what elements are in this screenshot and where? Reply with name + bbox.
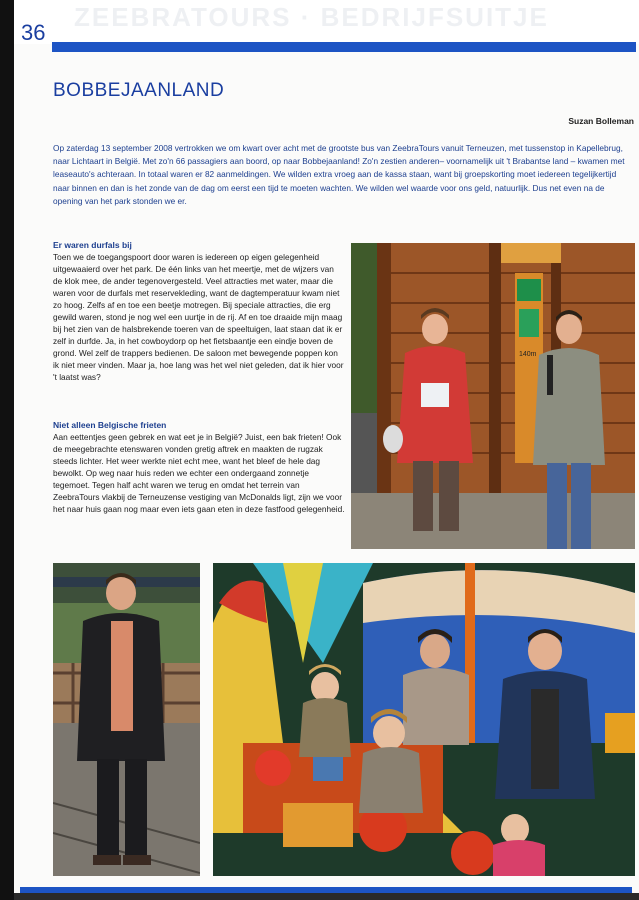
article-section — [53, 239, 345, 383]
article-author: Suzan Bolleman — [568, 116, 634, 126]
section-heading: Niet alleen Belgische frieten — [53, 420, 167, 430]
section-body: Toen we de toegangspoort door waren is iedereen op eigen gelegenheid uitgewaaierd over het park. De één links van het meertje, met de wijzers van de klok mee, de ander tegenovergesteld. Veel attracties met water, maar die waren voor de durfals met reservekleding, want de dagtemperatuur kwam niet zo hoog. Zelfs af en toe een beetje motregen. Bij speciale attracties, die erg gewild waren, stond je nog wel een uurtje in de rij. Af en toe draaide mijn maag bij het zien van de halsbrekende toeren van de speeltuigen, laat staan dat ik er zelf in durfde. Ja, in het cowboydorp op het fietsbaantje een eindje boven de grond. Wel zelf de trappers bedienen. De saloon met bewegende poppen kon ik niet meer vinden. Maar ja, hoe lang was het wel niet geleden, dat ik hier voor 't laatst was? — [53, 252, 344, 382]
photo-family-on-ride — [213, 563, 635, 876]
article-intro: Op zaterdag 13 september 2008 vertrokken we om kwart over acht met de grootste bus van ZeebraTours vanuit Terneuzen, met tussenstop in Kapellebrug, naar Lichtaart in België. Met zo'n 66 passagiers aan boord, op naar Bobbejaanland! Zo'n zestien anderen– voornamelijk uit 't Brabantse land – kwamen met leaseauto's achteraan. In totaal waren er 82 aanmeldingen. We wilden extra vroeg aan de kassa staan, want bij groepskorting moet iedereen tegelijkertijd naar binnen en dan is het zonde van de dag om eerst een tijd te moeten wachten. We wilden wel waarde voor ons geld, natuurlijk. Dus net even na de opening van het park stonden we er. — [53, 143, 625, 206]
photo-couple-at-entrance — [351, 243, 635, 549]
page-edge-shadow — [0, 0, 14, 900]
header-watermark: ZEEBRATOURS · BEDRIJFSUITJE — [74, 2, 549, 32]
section-body: Aan eettentjes geen gebrek en wat eet je in België? Juist, een bak frieten! Ook de meegebrachte etenswaren vonden gretig aftrek en maakten de rugzak steeds lichter. Het weer werkte niet echt mee, want het bleef de hele dag bewolkt. Op weg naar huis reden we echter een ondergaand zonnetje tegemoet. Tegen half acht waren we terug en omdat het terrein van ZeebraTours vlakbij de Terneuzense vestiging van McDonalds ligt, zijn we voor het naar huis gaan nog maar even iets gaan eten in deze fastfood gelegenheid. — [53, 432, 345, 514]
page-header — [14, 0, 639, 44]
page-number: 36 — [21, 20, 46, 45]
article-section — [53, 419, 345, 515]
section-heading: Er waren durfals bij — [53, 240, 132, 250]
photo-man-standing — [53, 563, 200, 876]
height-sign-label: 140m — [519, 351, 537, 358]
article-title: BOBBEJAANLAND — [53, 80, 225, 101]
header-rule — [52, 42, 636, 52]
page-bottom-edge — [14, 893, 639, 900]
